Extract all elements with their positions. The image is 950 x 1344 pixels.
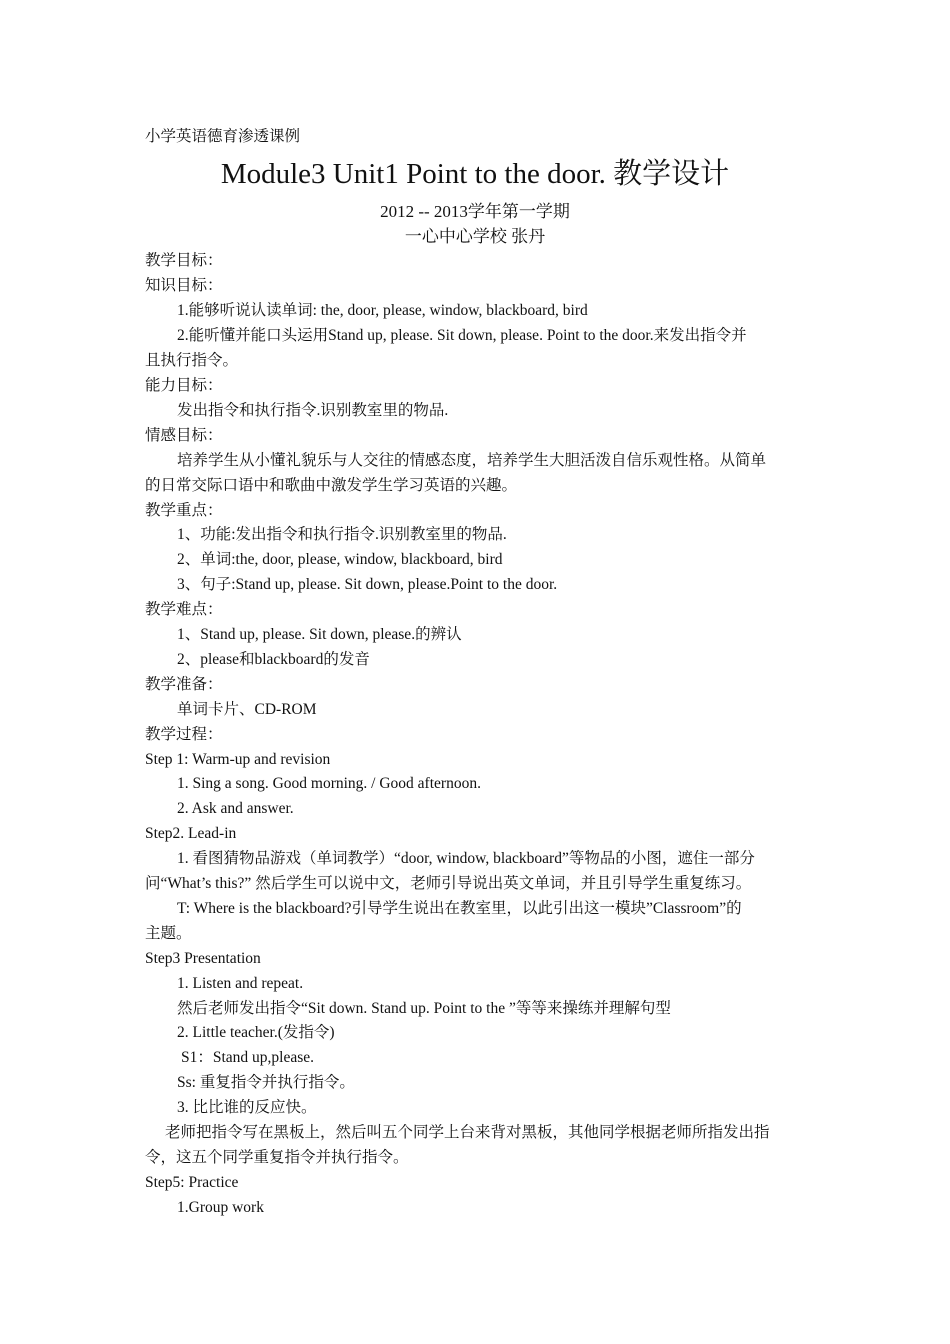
doc-school-author: 一心中心学校 张丹	[404, 227, 546, 246]
body-line: 1. Sing a song. Good morning. / Good afternoon.	[177, 775, 481, 792]
body-line: 2、单词:the, door, please, window, blackboard, bird	[177, 551, 503, 568]
body-line: T: Where is the blackboard?引导学生说出在教室里，以此引出这一模块”Classroom”的	[177, 900, 742, 917]
body-line: 2. Ask and answer.	[177, 800, 294, 817]
body-line: 1. 看图猜物品游戏（单词教学）“door, window, blackboard”等物品的小图，遮住一部分	[177, 850, 755, 867]
body-line: 培养学生从小懂礼貌乐与人交往的情感态度，培养学生大胆活泼自信乐观性格。从简单	[177, 452, 767, 469]
body-line: 1.Group work	[177, 1199, 264, 1216]
step-heading: Step5: Practice	[145, 1174, 239, 1191]
body-line: 2、please和blackboard的发音	[177, 651, 370, 668]
body-line: 的日常交际口语中和歌曲中激发学生学习英语的兴趣。	[145, 477, 518, 494]
step-heading: Step3 Presentation	[145, 950, 261, 967]
body-line: 1. Listen and repeat.	[177, 975, 304, 992]
doc-title: Module3 Unit1 Point to the door. 教学设计	[220, 158, 730, 190]
body-line: 1.能够听说认读单词: the, door, please, window, blackboard, bird	[177, 302, 588, 319]
body-line: 3. 比比谁的反应快。	[177, 1099, 317, 1116]
section-heading: 教学过程：	[145, 726, 223, 743]
body-line: 3、句子:Stand up, please. Sit down, please.Point to the door.	[177, 576, 558, 593]
body-line: 1、功能:发出指令和执行指令.识别教室里的物品.	[177, 526, 507, 543]
body-line: 1、Stand up, please. Sit down, please.的辨认	[177, 626, 462, 643]
body-line: 单词卡片、CD-ROM	[177, 701, 317, 718]
step-heading: Step 1: Warm-up and revision	[145, 751, 331, 768]
subsection-heading: 知识目标：	[145, 277, 223, 294]
subsection-heading: 能力目标：	[145, 377, 223, 394]
subsection-heading: 情感目标：	[145, 427, 223, 444]
body-line: 令，这五个同学重复指令并执行指令。	[145, 1149, 409, 1166]
body-line: 然后老师发出指令“Sit down. Stand up. Point to the ”等等来操练并理解句型	[177, 1000, 671, 1017]
body-line: 主题。	[145, 925, 192, 942]
section-heading: 教学准备：	[145, 676, 223, 693]
body-line: 发出指令和执行指令.识别教室里的物品.	[177, 402, 449, 419]
body-line: 2.能听懂并能口头运用Stand up, please. Sit down, please. Point to the door.来发出指令并	[177, 327, 747, 344]
body-line: S1：Stand up,please.	[181, 1049, 315, 1066]
section-heading: 教学目标：	[145, 252, 223, 269]
section-heading: 教学重点：	[145, 502, 223, 519]
doc-term: 2012 -- 2013学年第一学期	[380, 202, 570, 221]
body-line: 老师把指令写在黑板上，然后叫五个同学上台来背对黑板，其他同学根据老师所指发出指	[165, 1124, 770, 1141]
section-heading: 教学难点：	[145, 601, 223, 618]
body-line: Ss: 重复指令并执行指令。	[177, 1074, 355, 1091]
step-heading: Step2. Lead-in	[145, 825, 237, 842]
doc-category: 小学英语德育渗透课例	[145, 128, 301, 145]
body-line: 且执行指令。	[145, 352, 239, 369]
body-line: 问“What’s this?” 然后学生可以说中文，老师引导说出英文单词，并且引导学生重复练习。	[145, 875, 752, 892]
body-line: 2. Little teacher.(发指令)	[177, 1024, 335, 1041]
